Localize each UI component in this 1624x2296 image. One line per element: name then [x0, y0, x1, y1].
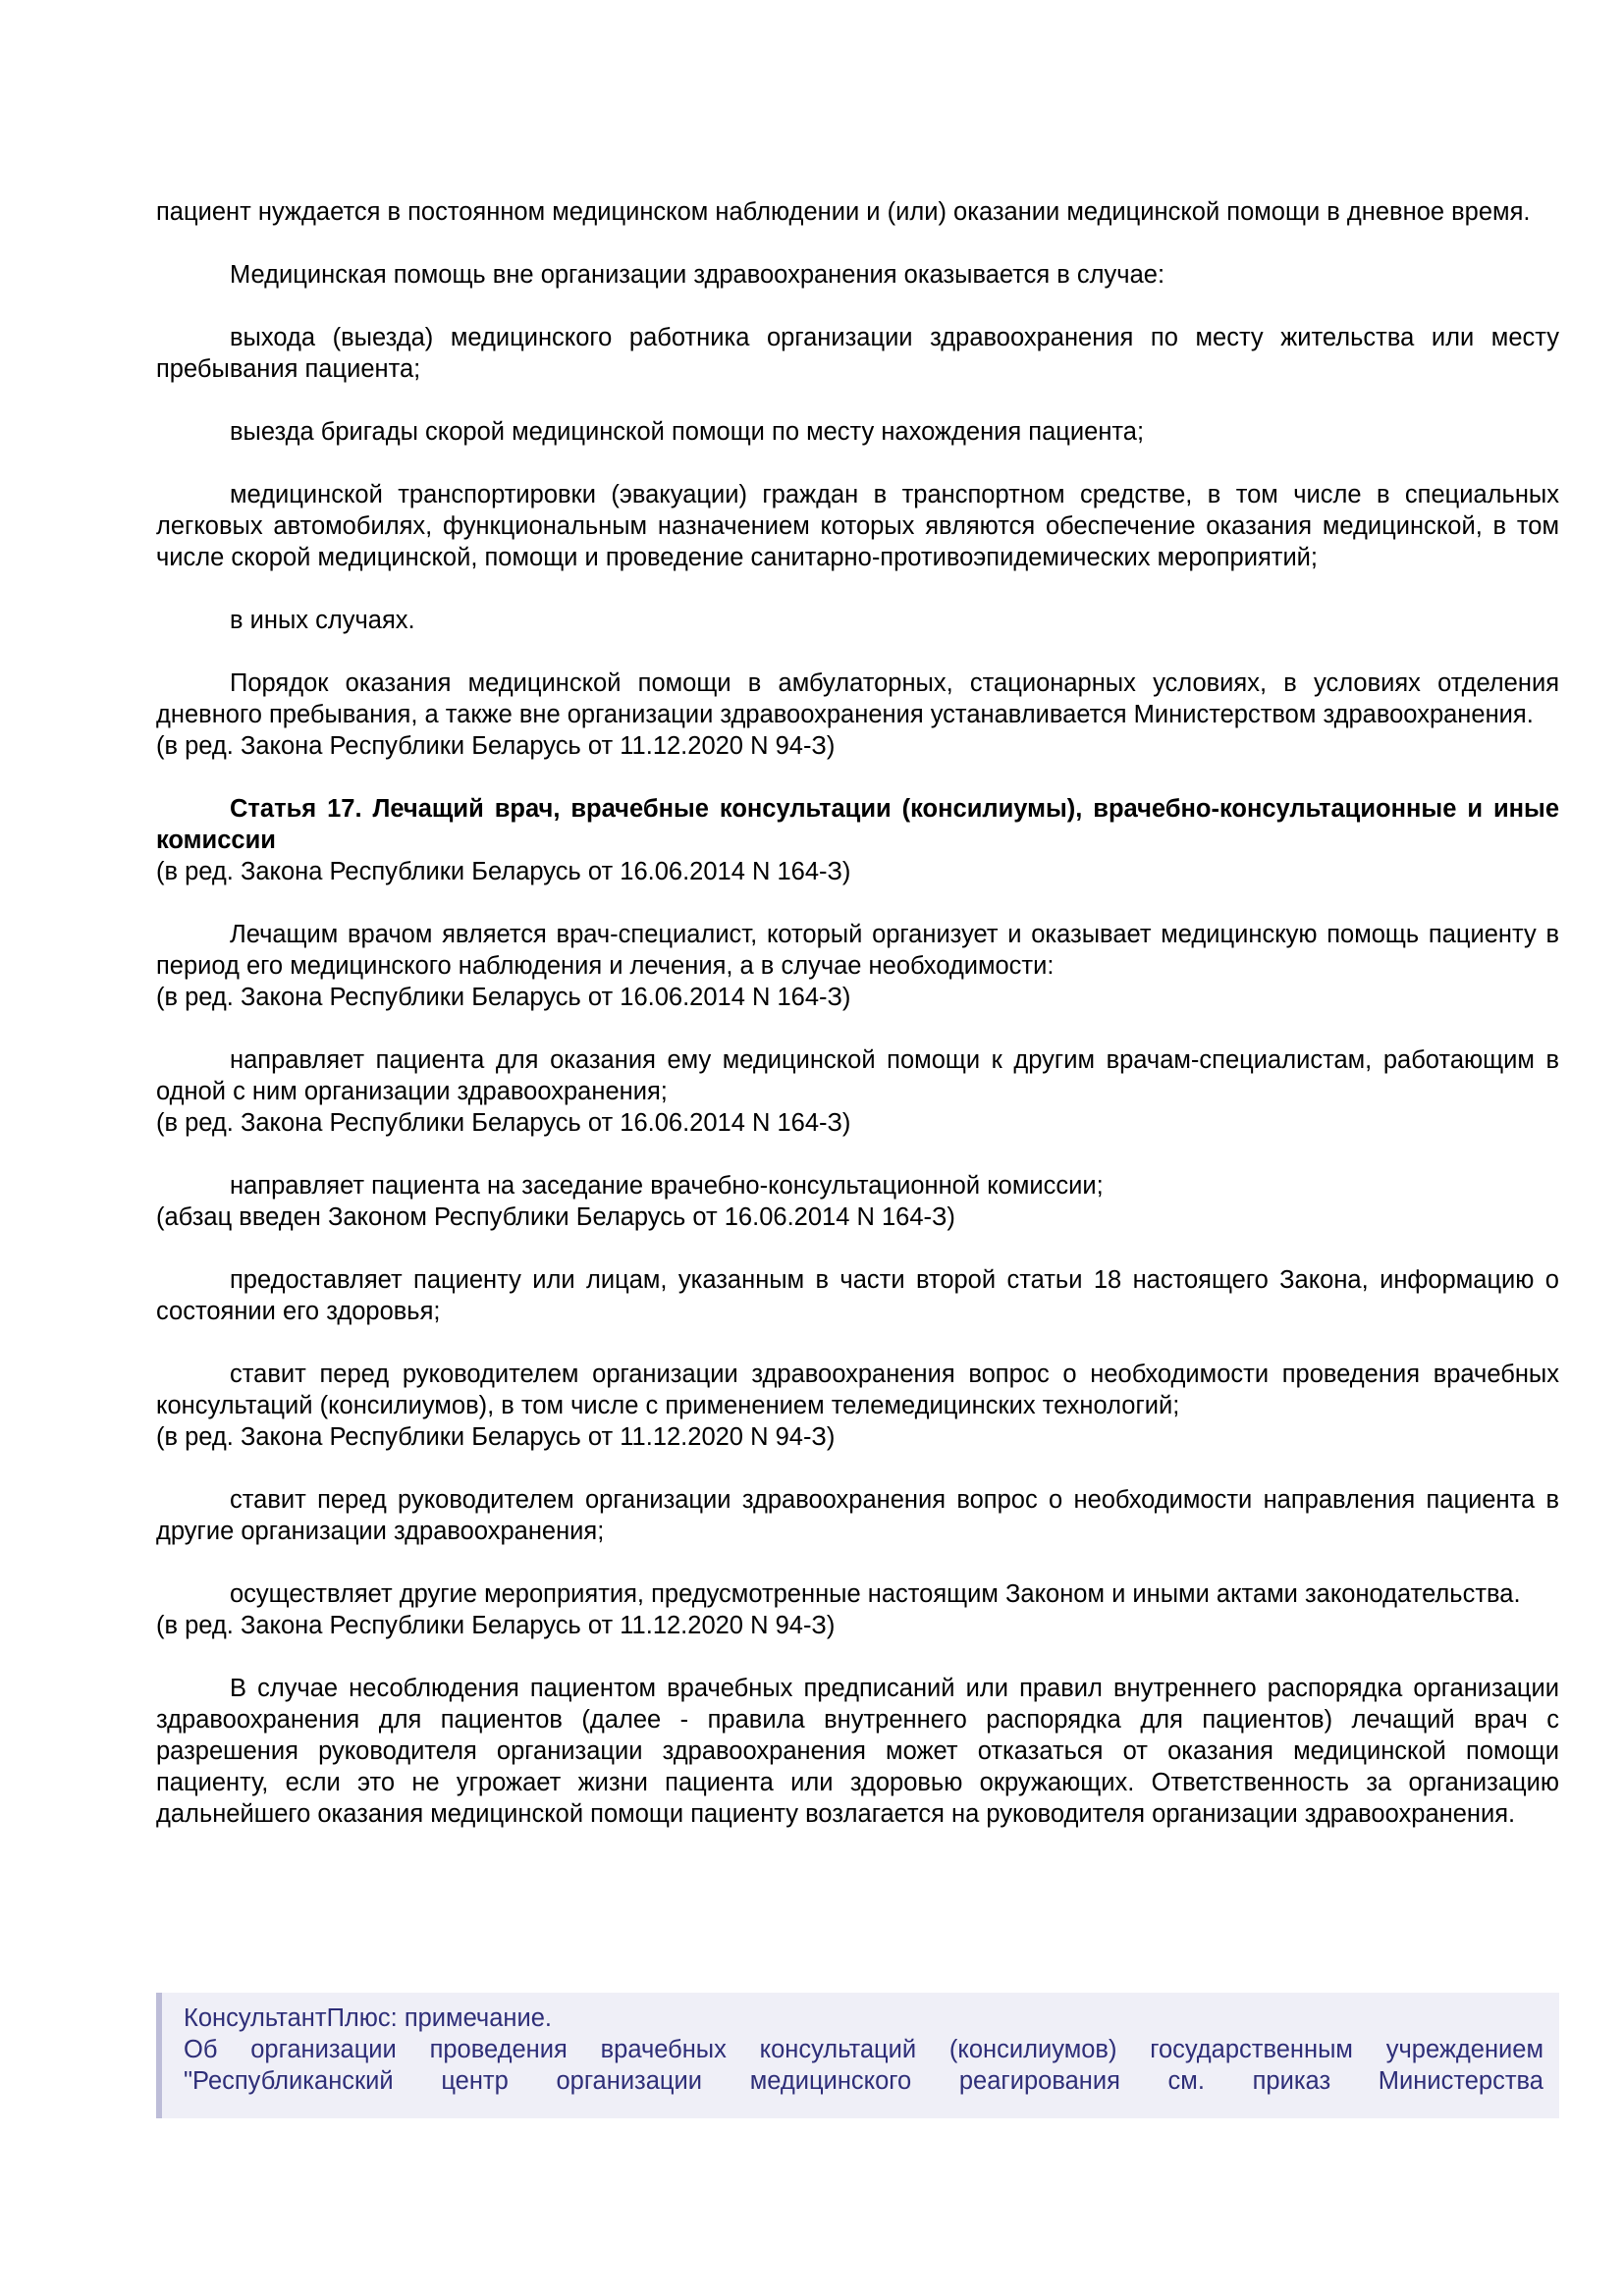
redaction-link[interactable]: (в ред. Закона Республики Беларусь от 11.12.2020 N 94-З) — [156, 732, 836, 760]
paragraph: в иных случаях. — [230, 607, 415, 634]
paragraph: направляет пациента для оказания ему медицинской помощи к другим врачам-специалистам, работающим в одной с ним организации здравоохранения; — [156, 1046, 1559, 1105]
paragraph-with-redaction — [156, 667, 1559, 762]
paragraph-with-redaction — [156, 1044, 1559, 1139]
redaction-link[interactable]: (в ред. Закона Республики Беларусь от 16.06.2014 N 164-З) — [156, 858, 851, 885]
consultant-note — [156, 1993, 1559, 2118]
paragraph: Медицинская помощь вне организации здравоохранения оказывается в случае: — [230, 261, 1165, 289]
note-text-line[interactable]: "Республиканский центр организации медицинского реагирования см. приказ Министерства — [184, 2067, 1543, 2095]
paragraph: выезда бригады скорой медицинской помощи по месту нахождения пациента; — [230, 418, 1145, 446]
paragraph: пациент нуждается в постоянном медицинском наблюдении и (или) оказании медицинской помощи в дневное время. — [156, 198, 1531, 226]
paragraph: предоставляет пациенту или лицам, указанным в части второй статьи 18 настоящего Закона, информацию о состоянии его здоровья; — [156, 1266, 1559, 1325]
article-header — [156, 793, 1559, 887]
note-text-line[interactable]: Об организации проведения врачебных консультаций (консилиумов) государственным учреждением — [184, 2036, 1543, 2063]
redaction-link[interactable]: (абзац введен Законом Республики Беларусь от 16.06.2014 N 164-З) — [156, 1203, 955, 1231]
paragraph-with-redaction — [156, 1359, 1559, 1453]
article-title: Статья 17. Лечащий врач, врачебные консультации (консилиумы), врачебно-консультационные и иные комиссии — [156, 795, 1559, 854]
redaction-link[interactable]: (в ред. Закона Республики Беларусь от 11.12.2020 N 94-З) — [156, 1423, 836, 1451]
redaction-link[interactable]: (в ред. Закона Республики Беларусь от 16.06.2014 N 164-З) — [156, 1109, 851, 1137]
redaction-link[interactable]: (в ред. Закона Республики Беларусь от 16.06.2014 N 164-З) — [156, 984, 851, 1011]
redaction-link[interactable]: (в ред. Закона Республики Беларусь от 11.12.2020 N 94-З) — [156, 1612, 836, 1639]
note-heading: КонсультантПлюс: примечание. — [184, 2004, 552, 2032]
paragraph: ставит перед руководителем организации здравоохранения вопрос о необходимости проведения врачебных консультаций (консилиумов), в том числе с применением телемедицинских технологий; — [156, 1361, 1559, 1419]
paragraph: осуществляет другие мероприятия, предусмотренные настоящим Законом и иными актами законодательства. — [230, 1580, 1521, 1608]
paragraph-with-redaction — [156, 1170, 1559, 1233]
paragraph: медицинской транспортировки (эвакуации) граждан в транспортном средстве, в том числе в специальных легковых автомобилях, функциональным назначением которых являются обеспечение оказания медицинской, в том числе скорой медицинской, помощи и проведение санитарно-противоэпидемических мероприятий; — [156, 481, 1559, 571]
document-body — [156, 196, 1559, 1861]
paragraph: ставит перед руководителем организации здравоохранения вопрос о необходимости направления пациента в другие организации здравоохранения; — [156, 1486, 1559, 1545]
paragraph-with-redaction — [156, 1578, 1559, 1641]
paragraph-with-redaction — [156, 919, 1559, 1013]
paragraph: В случае несоблюдения пациентом врачебных предписаний или правил внутреннего распорядка организации здравоохранения для пациентов (далее - правила внутреннего распорядка для пациентов) лечащий врач с разрешения руководителя организации здравоохранения может отказаться от оказания медицинской помощи пациенту, если это не угрожает жизни пациента или здоровью окружающих. Ответственность за организацию дальнейшего оказания медицинской помощи пациенту возлагается на руководителя организации здравоохранения. — [156, 1675, 1559, 1828]
paragraph: Порядок оказания медицинской помощи в амбулаторных, стационарных условиях, в условиях отделения дневного пребывания, а также вне организации здравоохранения устанавливается Министерством здравоохранения. — [156, 669, 1559, 728]
paragraph: выхода (выезда) медицинского работника организации здравоохранения по месту жительства или месту пребывания пациента; — [156, 324, 1559, 383]
paragraph: Лечащим врачом является врач-специалист, который организует и оказывает медицинскую помощь пациенту в период его медицинского наблюдения и лечения, а в случае необходимости: — [156, 921, 1559, 980]
paragraph: направляет пациента на заседание врачебно-консультационной комиссии; — [230, 1172, 1104, 1200]
